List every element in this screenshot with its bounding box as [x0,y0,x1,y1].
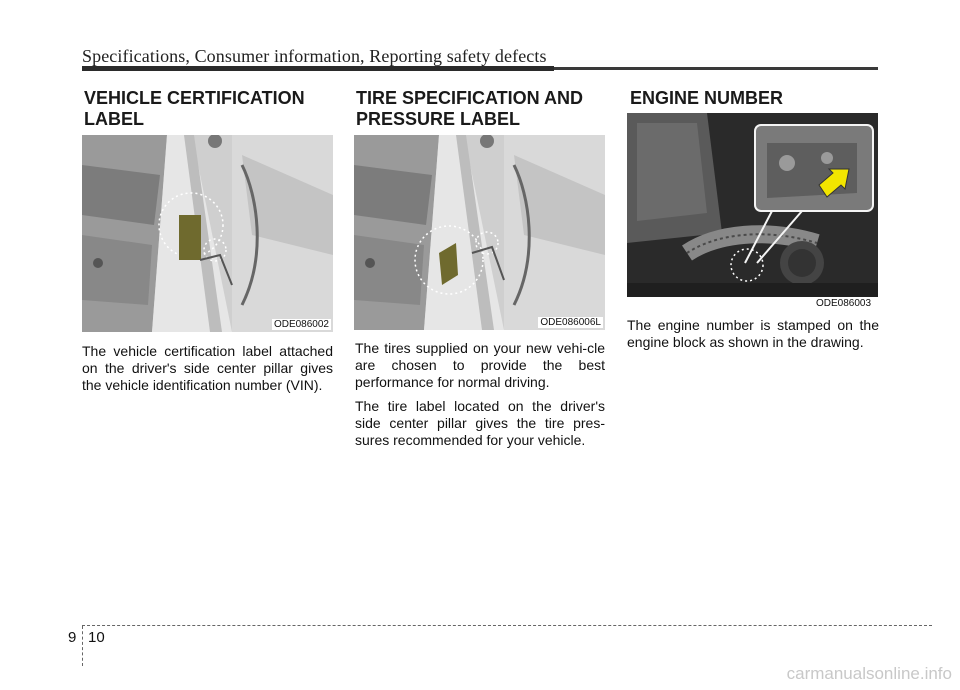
page-header-title: Specifications, Consumer information, Reporting safety defects [82,46,547,66]
section-title-engine-number [630,88,783,109]
paragraph: The tire label located on the driver's side center pillar gives the tire pres-sures recommended for your vehicle. [355,398,605,448]
figure-vehicle-certification [82,135,333,332]
section-body-engine-number [627,317,879,358]
section-title-line: VEHICLE CERTIFICATION [84,88,305,108]
figure-code: ODE086002 [273,319,329,330]
figure-code: ODE086006L [540,317,601,328]
page-number: 10 [88,629,105,646]
paragraph: The tires supplied on your new vehi-cle are chosen to provide the best performance for normal driving. [355,340,605,390]
footer-rule [82,625,932,626]
footer-divider [82,626,83,666]
door-pillar-illustration [82,135,333,332]
section-body-tire-specification [355,340,605,456]
door-pillar-illustration [354,135,605,330]
chapter-number: 9 [68,629,77,646]
figure-code: ODE086003 [816,298,872,309]
section-title-line: PRESSURE LABEL [356,109,521,129]
section-title-vehicle-certification [84,88,305,130]
section-body-vehicle-certification [82,343,333,401]
figure-tire-specification [354,135,605,330]
engine-bay-illustration [627,113,878,297]
certification-label-sticker [179,215,201,260]
figure-engine-number [627,113,878,297]
section-title-line: LABEL [84,109,144,129]
header-rule-thin [554,67,878,70]
section-title-line: ENGINE NUMBER [630,88,784,108]
section-title-tire-specification [356,88,583,130]
section-title-line: TIRE SPECIFICATION AND [356,88,584,108]
paragraph: The engine number is stamped on the engine block as shown in the drawing. [627,317,879,350]
header-rule [82,66,554,71]
watermark: carmanualsonline.info [786,664,952,683]
paragraph: The vehicle certification label attached on the driver's side center pillar gives the vehicle identification number (VIN). [82,343,333,393]
